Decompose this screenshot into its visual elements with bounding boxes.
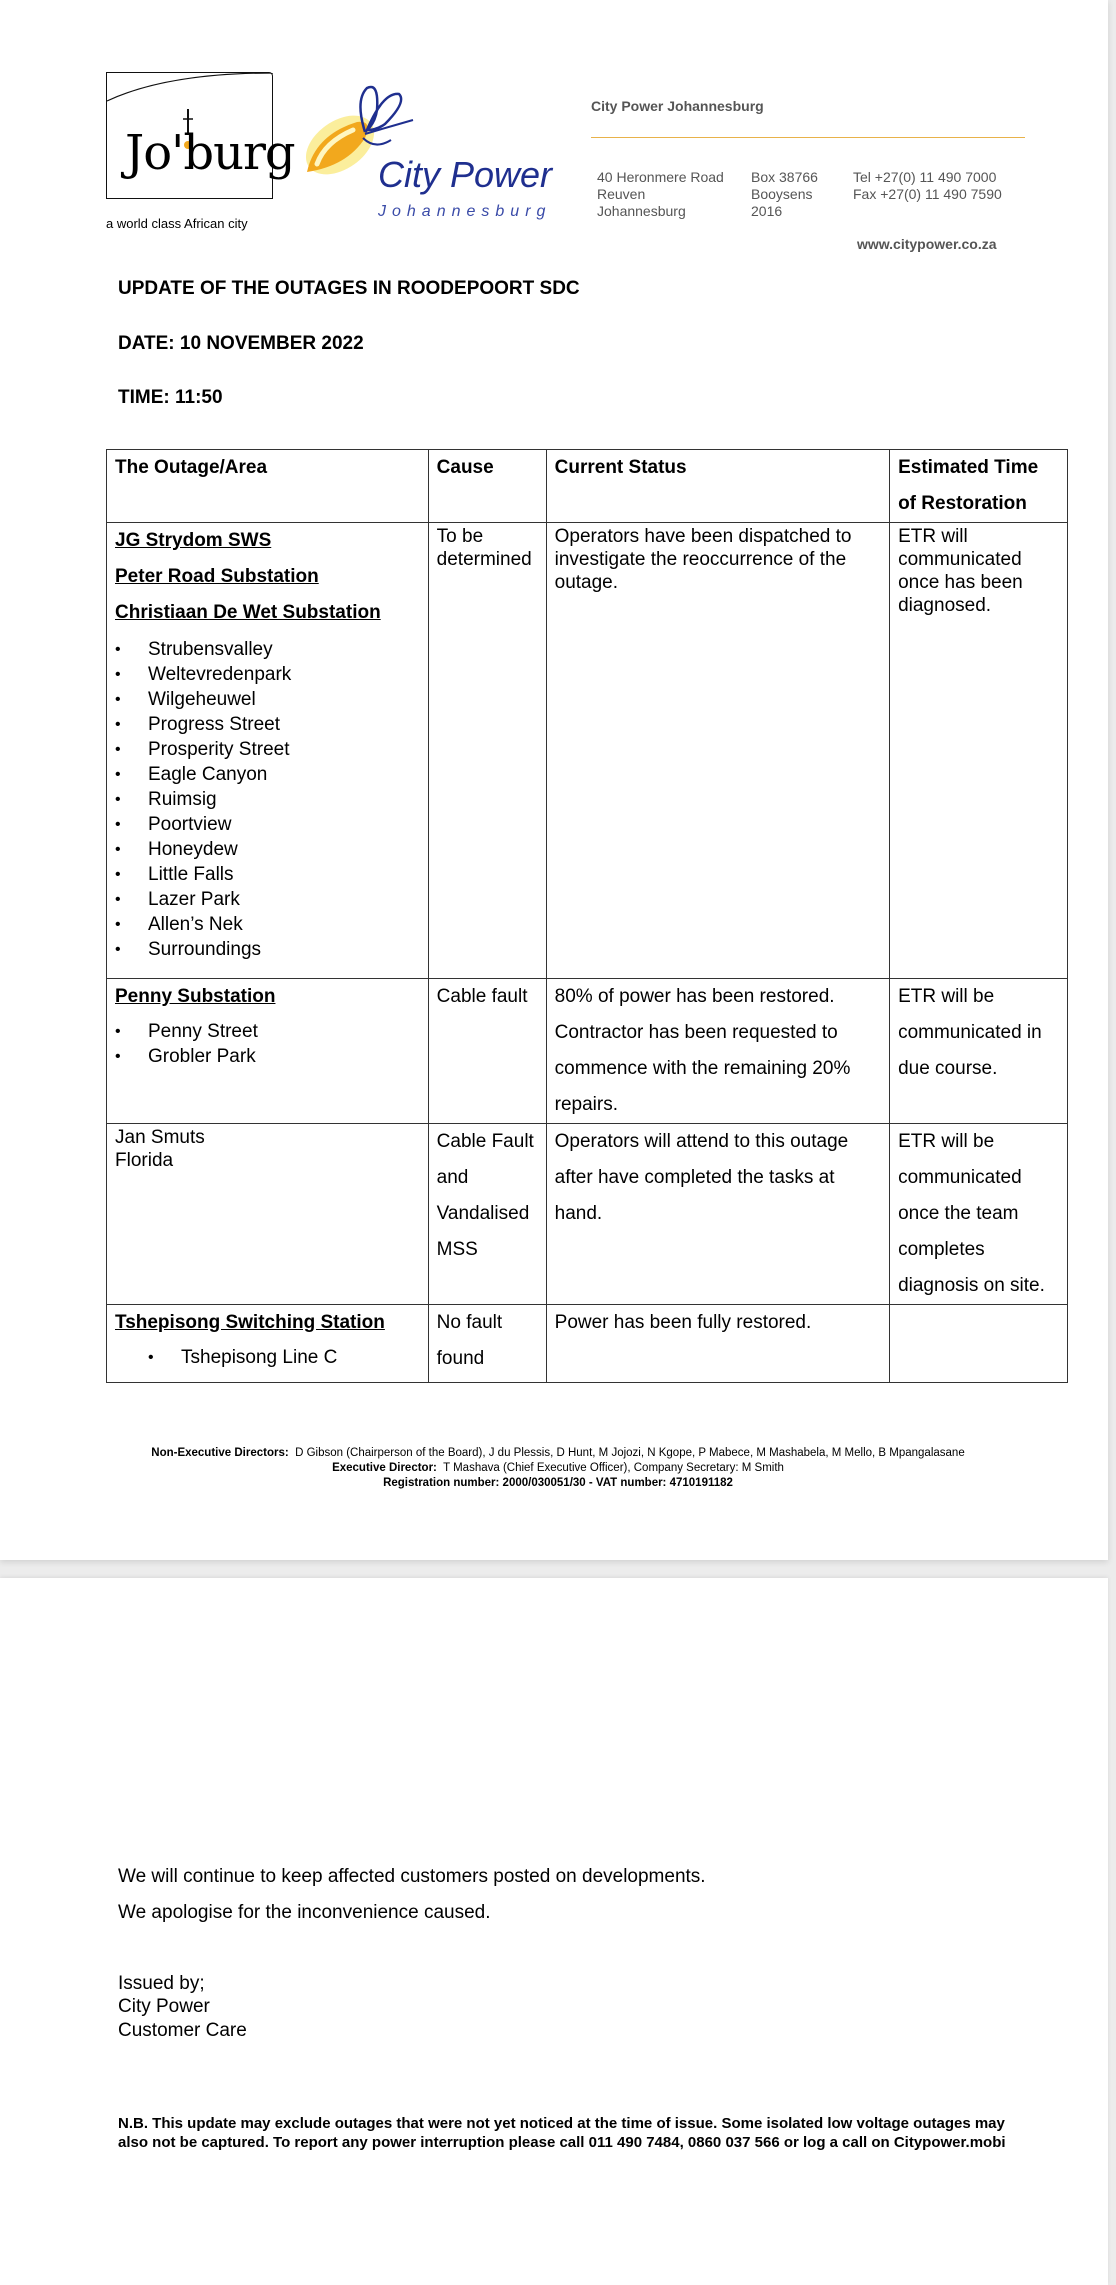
issued-by-label: Issued by; [118,1973,205,1994]
substation-name: JG Strydom SWS [115,530,272,551]
list-item: • Surroundings [115,937,420,962]
list-item: • Wilgeheuwel [115,687,420,712]
etr-cell [890,1305,1068,1383]
list-item: • Progress Street [115,712,420,737]
document-title: UPDATE OF THE OUTAGES IN ROODEPOORT SDC [118,278,580,299]
header-divider [591,137,1025,138]
etr-cell: ETR will communicated once has been diagnosed. [890,523,1068,979]
list-item: • Allen’s Nek [115,912,420,937]
cause-cell: No fault found [428,1305,546,1383]
cause-cell: To be determined [428,523,546,979]
list-item: • Eagle Canyon [115,762,420,787]
header-cause: Cause [428,450,546,523]
closing-line-2: We apologise for the inconvenience caused. [118,1902,491,1923]
address-street: 40 Heronmere Road Reuven Johannesburg [597,169,724,219]
list-item: • Poortview [115,812,420,837]
area-name: Florida [115,1150,174,1171]
city-power-logo-name: City Power [378,154,553,195]
closing-line-1: We will continue to keep affected customers posted on developments. [118,1866,706,1887]
document-page-2 [0,1578,1108,2285]
joburg-logo [106,72,295,199]
header-etr: Estimated Time of Restoration [890,450,1068,523]
list-item: • Lazer Park [115,887,420,912]
list-item: • Tshepisong Line C [148,1341,420,1375]
substation-name: Tshepisong Switching Station [115,1312,385,1333]
table-row [107,1305,1068,1383]
list-item: • Ruimsig [115,787,420,812]
table-row [107,523,1068,979]
status-cell: Power has been fully restored. [546,1305,889,1383]
table-row [107,979,1068,1124]
header-status: Current Status [546,450,889,523]
list-item: • Grobler Park [115,1044,420,1069]
etr-cell: ETR will be communicated in due course. [890,979,1068,1124]
website-link[interactable]: www.citypower.co.za [857,236,997,252]
executive-director: Executive Director: T Mashava (Chief Executive Officer), Company Secretary: M Smith [332,1462,784,1474]
list-item: • Penny Street [115,1019,420,1044]
status-cell: Operators have been dispatched to investigate the reoccurrence of the outage. [546,523,889,979]
contact-numbers: Tel +27(0) 11 490 7000 Fax +27(0) 11 490 7590 [853,169,1002,202]
list-item: • Little Falls [115,862,420,887]
issuer-name: City Power [118,1996,210,2017]
area-cell [107,1124,429,1305]
area-name: Jan Smuts [115,1127,205,1148]
table-header-row [107,450,1068,523]
etr-cell: ETR will be communicated once the team completes diagnosis on site. [890,1124,1068,1305]
registration-number: Registration number: 2000/030051/30 - VAT number: 4710191182 [383,1477,733,1489]
list-item: • Prosperity Street [115,737,420,762]
nb-disclaimer: N.B. This update may exclude outages that were not yet noticed at the time of issue. Some isolated low voltage outages may also not be captured. To report any power interruption please call 011 490 7484, 0860 037 566 or log a call on Citypower.mobi [118,2115,1006,2151]
substation-name: Peter Road Substation [115,566,319,587]
joburg-logo-text: Jo'burg [125,125,295,181]
document-date: DATE: 10 NOVEMBER 2022 [118,333,364,354]
city-power-logo-sub: Johannesburg [378,203,552,220]
list-item: • Weltevredenpark [115,662,420,687]
affected-areas-list [115,637,420,962]
list-item: • Honeydew [115,837,420,862]
joburg-tagline: a world class African city [106,216,248,231]
cause-cell: Cable fault [428,979,546,1124]
header-area: The Outage/Area [107,450,429,523]
status-cell: Operators will attend to this outage after have completed the tasks at hand. [546,1124,889,1305]
status-cell: 80% of power has been restored. Contractor has been requested to commence with the remaining 20% repairs. [546,979,889,1124]
list-item: • Strubensvalley [115,637,420,662]
address-box: Box 38766 Booysens 2016 [751,169,818,219]
substation-name: Christiaan De Wet Substation [115,602,381,623]
issuer-department: Customer Care [118,2020,247,2041]
outages-table [106,449,1068,1383]
substation-name: Penny Substation [115,986,276,1007]
document-time: TIME: 11:50 [118,387,223,408]
non-executive-directors: Non-Executive Directors: D Gibson (Chairperson of the Board), J du Plessis, D Hunt, M Jojozi, N Kgope, P Mabece, M Mashabela, M Mello, B Mpangalasane [151,1447,965,1459]
cause-cell: Cable Fault and Vandalised MSS [428,1124,546,1305]
area-cell [107,979,429,1124]
table-row [107,1124,1068,1305]
affected-areas-list [115,1341,420,1375]
company-title: City Power Johannesburg [591,98,764,114]
area-cell [107,523,429,979]
area-cell [107,1305,429,1383]
affected-areas-list [115,1019,420,1069]
